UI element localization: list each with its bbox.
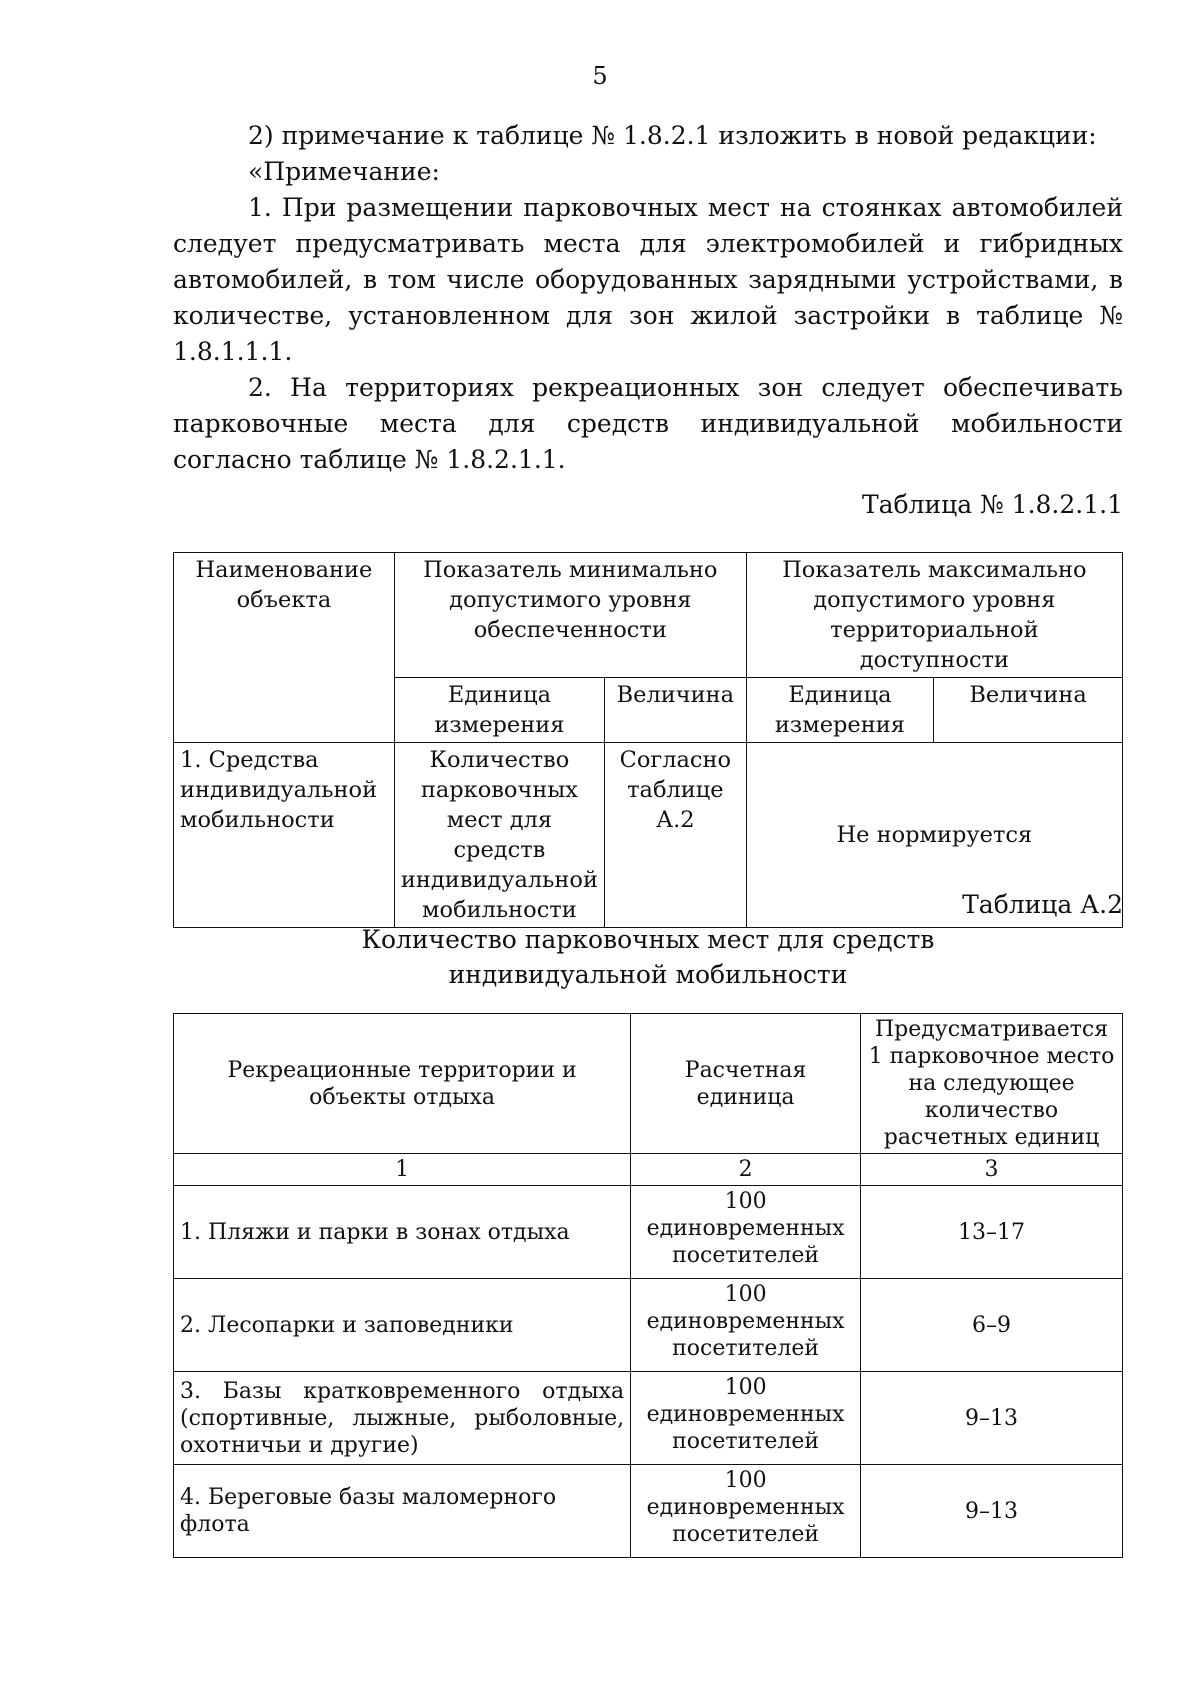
t2-row2-unit-num: 100 [724, 1282, 767, 1307]
t2-row2-value: 6–9 [861, 1279, 1123, 1372]
t1-header-unit-max: Единица измерения [746, 678, 933, 743]
t2-row4-value: 9–13 [861, 1465, 1123, 1558]
t2-row2-unit [631, 1279, 861, 1372]
table-row [174, 1372, 1123, 1465]
t2-row1-unit [631, 1186, 861, 1279]
t2-row1-name: 1. Пляжи и парки в зонах отдыха [174, 1186, 631, 1279]
t2-row1-unit-text: единовременных посетителей [646, 1216, 845, 1268]
paragraph-3: 1. При размещении парковочных мест на стоянках автомобилей следует предусматривать места для электромобилей и гибридных автомобилей, в том числе оборудованных зарядными устройствами, в количестве, установленном для зон жилой застройки в таблице № 1.8.1.1.1. [173, 193, 1123, 366]
t2-row1-value: 13–17 [861, 1186, 1123, 1279]
t2-row1-unit-num: 100 [724, 1189, 767, 1214]
paragraph-1: 2) примечание к таблице № 1.8.2.1 изложить в новой редакции: [248, 121, 1097, 150]
t2-row4-unit-num: 100 [724, 1468, 767, 1493]
t1-header-name: Наименование объекта [174, 553, 395, 743]
table-row [174, 1186, 1123, 1279]
t1-header-min: Показатель минимально допустимого уровня обеспеченности [394, 553, 746, 678]
t1-header-value-min: Величина [604, 678, 746, 743]
t2-header-places: Предусматривается 1 парковочное место на следующее количество расчетных единиц [861, 1014, 1123, 1154]
t1-header-value-max: Величина [934, 678, 1123, 743]
t2-row3-value: 9–13 [861, 1372, 1123, 1465]
paragraph-2: «Примечание: [248, 157, 440, 186]
table-1-8-2-1-1 [173, 552, 1123, 928]
table2-title-line2: индивидуальной мобильности [448, 960, 848, 989]
table-row [174, 1279, 1123, 1372]
body-text [173, 118, 1123, 478]
t1-row-name: 1. Средства индивидуальной мобильности [174, 743, 395, 928]
t2-row4-unit [631, 1465, 861, 1558]
t2-colnum-3: 3 [861, 1154, 1123, 1186]
t2-row2-unit-text: единовременных посетителей [646, 1309, 845, 1361]
table2-caption: Таблица А.2 [962, 890, 1123, 919]
t2-row3-unit [631, 1372, 861, 1465]
t2-header-territories: Рекреационные территории и объекты отдыха [174, 1014, 631, 1154]
table1-caption: Таблица № 1.8.2.1.1 [861, 490, 1123, 519]
t1-header-max: Показатель максимально допустимого уровня территориальной доступности [746, 553, 1122, 678]
table-row [174, 1465, 1123, 1558]
table2-title-line1: Количество парковочных мест для средств [361, 925, 935, 954]
t2-header-unit: Расчетная единица [631, 1014, 861, 1154]
t2-row4-unit-text: единовременных посетителей [646, 1495, 845, 1547]
paragraph-4: 2. На территориях рекреационных зон следует обеспечивать парковочные места для средств индивидуальной мобильности согласно таблице № 1.8.2.1.1. [173, 373, 1123, 474]
t2-row3-unit-text: единовременных посетителей [646, 1402, 845, 1454]
t2-row3-name: 3. Базы кратковременного отдыха (спортивные, лыжные, рыболовные, охотничьи и другие) [174, 1372, 631, 1465]
t2-colnum-2: 2 [631, 1154, 861, 1186]
t1-row-max: Не нормируется [746, 743, 1122, 928]
t2-colnum-1: 1 [174, 1154, 631, 1186]
t2-row4-name: 4. Береговые базы маломерного флота [174, 1465, 631, 1558]
t2-row2-name: 2. Лесопарки и заповедники [174, 1279, 631, 1372]
t1-row-unit: Количество парковочных мест для средств индивидуальной мобильности [394, 743, 604, 928]
table-a2 [173, 1013, 1123, 1558]
table2-title [173, 922, 1123, 992]
t1-header-unit-min: Единица измерения [394, 678, 604, 743]
page-number: 5 [592, 62, 608, 90]
t1-row-value: Согласно таблице А.2 [604, 743, 746, 928]
t2-row3-unit-num: 100 [724, 1375, 767, 1400]
